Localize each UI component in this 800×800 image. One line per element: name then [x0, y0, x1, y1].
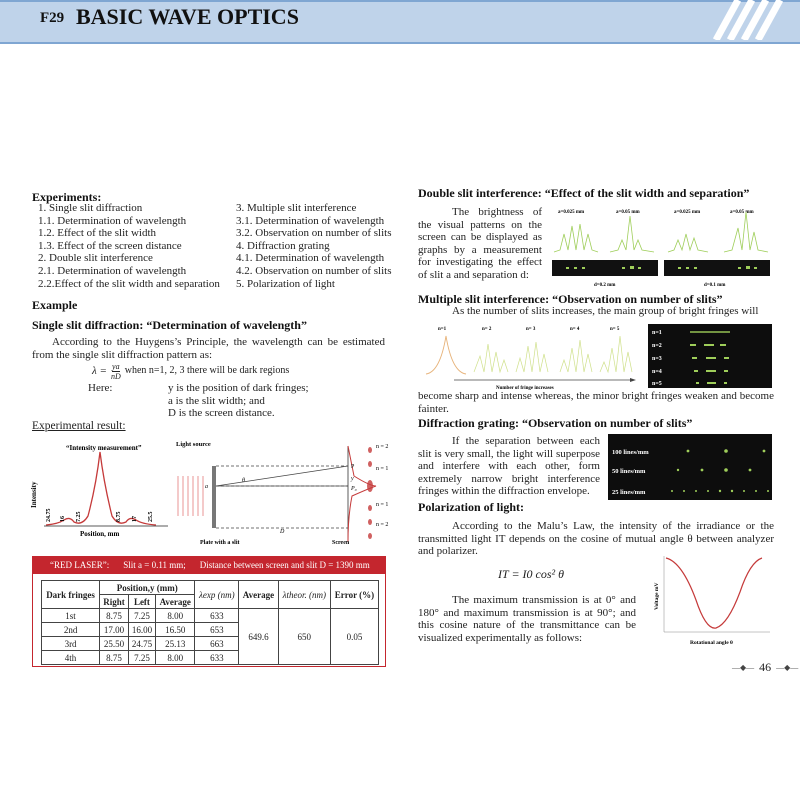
single-slit-figure: [30, 436, 390, 548]
average-value: 649.6: [239, 609, 278, 665]
slit-value: Slit a = 0.11 mm;: [123, 560, 186, 570]
screen-spots: [367, 447, 373, 539]
svg-text:n=3: n=3: [652, 356, 662, 362]
svg-text:25 lines/mm: 25 lines/mm: [612, 489, 646, 496]
y-label: y: [351, 476, 354, 482]
footer-ornament-right: —◆—: [776, 663, 799, 672]
svg-text:n=4: n=4: [652, 369, 662, 375]
exp-item: 4.1. Determination of wavelength: [236, 252, 385, 265]
experiments-list: [38, 202, 392, 290]
n-label: n = 1: [376, 466, 389, 472]
col-right: Right: [100, 595, 129, 609]
n-label: n = 1: [376, 502, 389, 508]
multi-slit-text1: As the number of slits increases, the main group of bright fringes will: [452, 305, 759, 317]
svg-text:n= 3: n= 3: [526, 327, 536, 332]
svg-text:n=1: n=1: [652, 330, 662, 336]
col-dark: Dark fringes: [42, 581, 100, 609]
here-definitions: y is the position of dark fringes; a is the slit width; and D is the screen distance.: [168, 382, 309, 420]
svg-text:d=0.2 mm: d=0.2 mm: [594, 283, 616, 288]
svg-text:n= 5: n= 5: [610, 327, 620, 332]
exp-item: 5. Polarization of light: [236, 277, 335, 290]
exp-item: 1. Single slit diffraction: [38, 202, 143, 214]
exp-item: 1.3. Effect of the screen distance: [38, 239, 182, 252]
page-number: 46: [759, 660, 772, 674]
tick-label: 7.25: [76, 511, 82, 522]
results-table: [41, 580, 379, 665]
intensity-curve: [46, 452, 156, 525]
graph-ylabel: Intensity: [30, 481, 38, 508]
screen-label: Screen: [332, 540, 350, 546]
graph-xlabel: Position, mm: [80, 530, 120, 538]
svg-text:a=0.05 mm: a=0.05 mm: [730, 210, 754, 215]
light-waves: [178, 476, 203, 516]
polarization-heading: Polarization of light:: [418, 500, 524, 514]
multi-slit-text2: become sharp and intense whereas, the minor bright fringes weaken and become fainter.: [418, 390, 774, 415]
laser-banner: [32, 556, 386, 574]
laser-label: “RED LASER”:: [50, 560, 110, 570]
polarization-text2: The maximum transmission is at 0° and 180° and maximum transmission is at 90°; and this cosine nature of the transmittance can be visualized experimentally as follows:: [418, 594, 636, 644]
grating-figure: [608, 434, 772, 500]
multi-slit-heading: Multiple slit interference: “Observation on number of slits”: [418, 292, 723, 306]
page-title: BASIC WAVE OPTICS: [76, 4, 299, 29]
svg-text:Voltage mV: Voltage mV: [654, 582, 660, 610]
page-footer: [732, 660, 798, 675]
plate-label: Plate with a slit: [200, 540, 240, 546]
col-average: Average: [239, 581, 278, 609]
exp-item: 3. Multiple slit interference: [236, 202, 357, 214]
header-stripes-decoration: [696, 0, 786, 40]
exp-item: 3.2. Observation on number of slits: [236, 227, 392, 240]
grating-text: If the separation between each slit is very small, the light will superpose and interfere with each other, form extremely narrow bright interference fringes within the diffraction envelope.: [418, 435, 600, 498]
svg-text:n=1: n=1: [438, 327, 447, 332]
table-row: 1st 8.75 7.25 8.00 633 649.6 650 0.05: [42, 609, 379, 623]
svg-text:a=0.025 mm: a=0.025 mm: [558, 210, 585, 215]
svg-text:d=0.1 mm: d=0.1 mm: [704, 283, 726, 288]
graph-title: “Intensity measurement”: [66, 444, 142, 452]
distance-value: Distance between screen and slit D = 1390 mm: [199, 560, 370, 570]
n-label: n = 2: [376, 522, 389, 528]
grating-heading: Diffraction grating: “Observation on number of slits”: [418, 416, 693, 430]
double-slit-figure: [548, 204, 770, 290]
svg-text:100 lines/mm: 100 lines/mm: [612, 449, 649, 456]
here-label: Here:: [88, 382, 113, 394]
double-slit-text: The brightness of the visual patterns on the screen can be displayed as graphs by a measurement for investigating the effect of slit a and separation d:: [418, 206, 542, 281]
slit-plate: [212, 466, 216, 528]
exp-item: 2.1. Determination of wavelength: [38, 264, 187, 277]
exp-item: 3.1. Determination of wavelength: [236, 214, 385, 227]
svg-text:Number of fringe increases: Number of fringe increases: [496, 386, 554, 391]
col-ltheor: λtheor. (nm): [278, 581, 330, 609]
a-label: a: [205, 484, 208, 490]
col-error: Error (%): [330, 581, 378, 609]
exp-item: 2.2.Effect of the slit width and separation: [38, 277, 220, 290]
n-label: n = 2: [376, 444, 389, 450]
example-subheading: Single slit diffraction: “Determination of wavelength”: [32, 318, 307, 332]
table-row: 3rd 25.50 24.75 25.13 663: [42, 637, 379, 651]
wavelength-formula: λ = $\frac{ya}{nD}$ when n=1, 2, 3 there will be dark regions: [92, 362, 290, 381]
tick-label: 24.75: [46, 508, 52, 522]
svg-text:n= 2: n= 2: [482, 327, 492, 332]
table-row: 4th 8.75 7.25 8.00 633: [42, 651, 379, 665]
malus-curve: [666, 558, 762, 628]
D-label: D: [280, 529, 285, 535]
exp-item: 1.2. Effect of the slit width: [38, 227, 157, 240]
svg-text:n=5: n=5: [652, 381, 662, 387]
example-intro: According to the Huygens’s Principle, the wavelength can be estimated from the single slit diffraction pattern as:: [32, 336, 385, 361]
col-lexp: λexp (nm): [195, 581, 239, 609]
theor-value: 650: [278, 609, 330, 665]
malus-graph: [650, 550, 774, 650]
result-heading: Experimental result:: [32, 420, 126, 432]
exp-item: 2. Double slit interference: [38, 252, 153, 265]
svg-text:50 lines/mm: 50 lines/mm: [612, 468, 646, 475]
example-heading: Example: [32, 298, 78, 312]
screen-intensity: [348, 446, 376, 542]
tick-label: 17: [132, 516, 138, 522]
svg-text:n=2: n=2: [652, 343, 662, 349]
exp-item: 4.2. Observation on number of slits: [236, 264, 392, 277]
multi-slit-figure: [420, 322, 774, 392]
tick-label: 16: [60, 516, 66, 522]
light-source-label: Light source: [176, 441, 211, 448]
results-panel: [32, 556, 386, 667]
col-avg: Average: [156, 595, 195, 609]
section-code: F29: [40, 10, 65, 26]
polarization-text: According to the Malu’s Law, the intensity of the irradiance or the transmitted light IT depends on the cosine of mutual angle θ between analyzer and polarizer.: [418, 520, 774, 558]
error-value: 0.05: [330, 609, 378, 665]
tick-label: 8.75: [116, 511, 122, 522]
table-row: 2nd 17.00 16.00 16.50 653: [42, 623, 379, 637]
double-slit-heading: Double slit interference: “Effect of the slit width and separation”: [418, 186, 750, 200]
P-label: P: [351, 464, 355, 470]
svg-text:Rotational angle θ: Rotational angle θ: [690, 640, 733, 646]
P0-label: P₀: [351, 486, 357, 492]
theta-label: θ: [242, 478, 245, 484]
experiments-heading: Experiments:: [32, 190, 102, 204]
svg-text:a=0.025 mm: a=0.025 mm: [674, 210, 701, 215]
col-left: Left: [128, 595, 155, 609]
svg-text:n= 4: n= 4: [570, 327, 580, 332]
header-band: [0, 0, 800, 44]
tick-label: 25.5: [148, 511, 154, 522]
col-position: Position,y (mm): [100, 581, 195, 595]
svg-text:a=0.05 mm: a=0.05 mm: [616, 210, 640, 215]
footer-ornament-left: —◆—: [732, 663, 755, 672]
exp-item: 1.1. Determination of wavelength: [38, 214, 187, 227]
exp-item: 4. Diffraction grating: [236, 239, 330, 252]
malus-formula: IT = I0 cos² θ: [498, 567, 565, 581]
